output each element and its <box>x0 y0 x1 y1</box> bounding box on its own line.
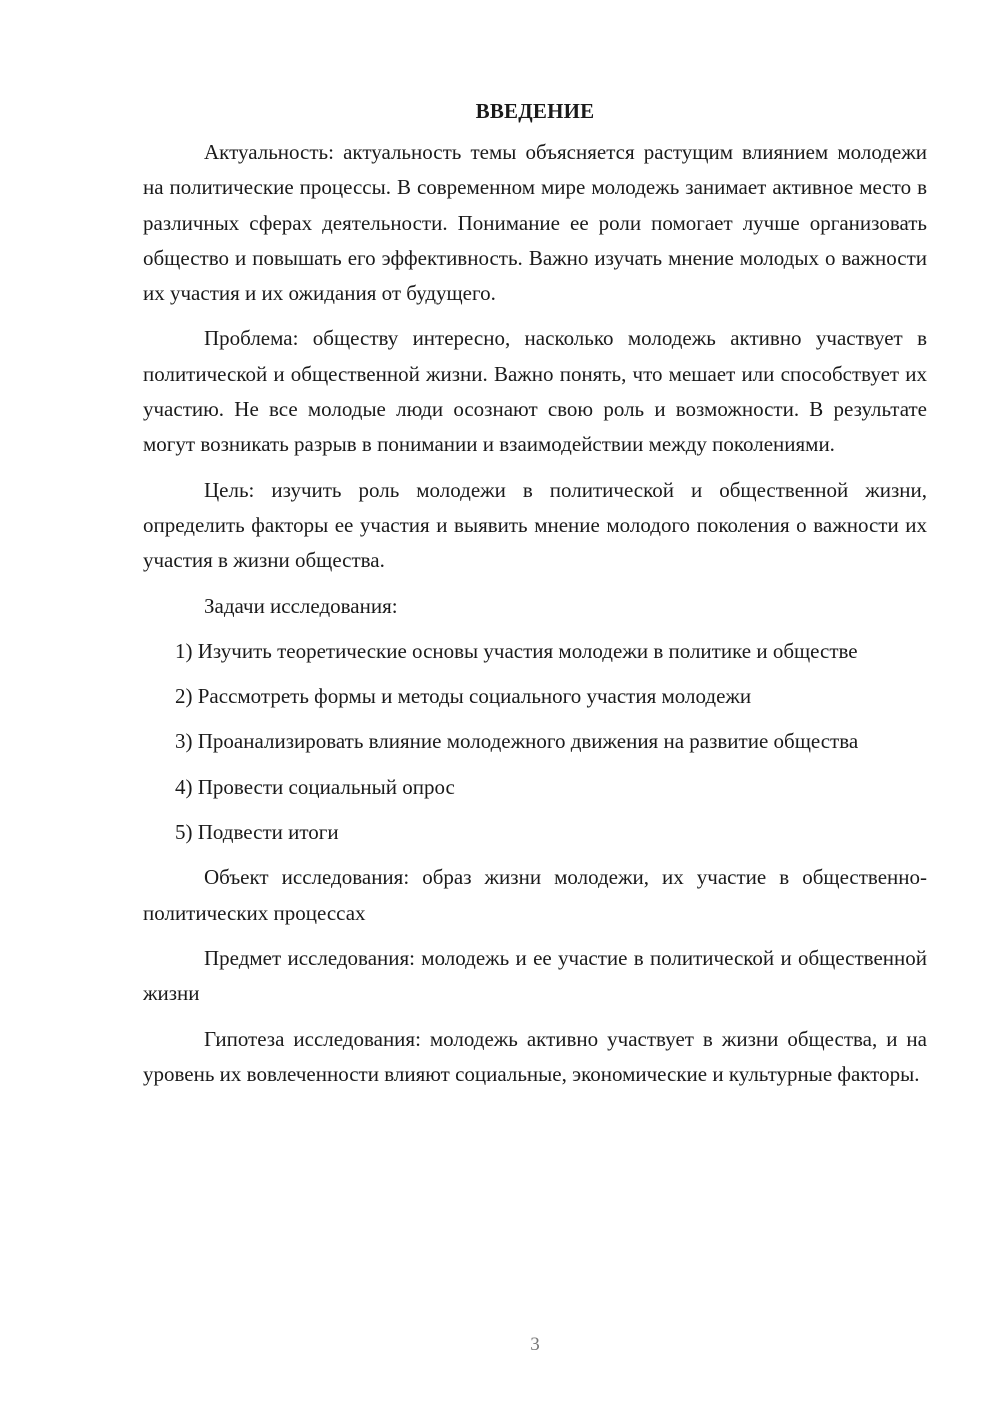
tasks-title: Задачи исследования: <box>204 593 398 618</box>
problem-paragraph: Проблема: обществу интересно, насколько молодежь активно участвует в политической и общественной жизни. Важно понять, что мешает или способствует их участию. Не все молодые люди осознают свою роль и возможности. В результате могут возникать разрыв в понимании и взаимодействии между поколениями. <box>143 326 927 457</box>
task-item-5: 5) Подвести итоги <box>175 820 339 845</box>
document-page <box>143 94 927 1092</box>
task-item-4: 4) Провести социальный опрос <box>175 774 455 799</box>
task-item-1: 1) Изучить теоретические основы участия молодежи в политике и обществе <box>175 638 858 663</box>
section-heading: ВВЕДЕНИЕ <box>475 99 595 123</box>
relevance-paragraph: Актуальность: актуальность темы объясняется растущим влиянием молодежи на политические процессы. В современном мире молодежь занимает активное место в различных сферах деятельности. Понимание ее роли помогает лучше организовать общество и повышать его эффективность. Важно изучать мнение молодых о важности их участия и их ожидания от будущего. <box>143 140 927 306</box>
task-item-2: 2) Рассмотреть формы и методы социального участия молодежи <box>175 684 752 709</box>
subject-paragraph: Предмет исследования: молодежь и ее участие в политической и общественной жизни <box>143 945 927 1006</box>
hypothesis-paragraph: Гипотеза исследования: молодежь активно участвует в жизни общества, и на уровень их вовлеченности влияют социальные, экономические и культурные факторы. <box>143 1026 927 1086</box>
task-item-3: 3) Проанализировать влияние молодежного движения на развитие общества <box>175 729 859 754</box>
object-paragraph: Объект исследования: образ жизни молодежи, их участие в общественно-политических процессах <box>143 865 927 925</box>
goal-paragraph: Цель: изучить роль молодежи в политической и общественной жизни, определить факторы ее участия и выявить мнение молодого поколения о важности их участия в жизни общества. <box>143 477 927 573</box>
page-number: 3 <box>530 1334 540 1355</box>
